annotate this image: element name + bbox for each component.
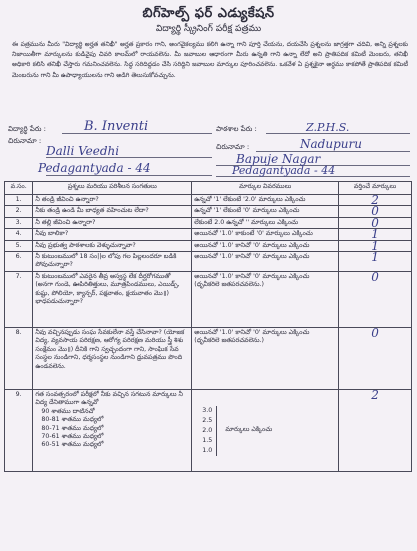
- row-marks-detail: అయినచో '1.0' కాకుంటే '0' మార్కులు ఎక్కించు: [192, 229, 339, 240]
- row-question: నీవు ప్రభుత్వ పాఠశాలకు వెళ్ళుచున్నావా?: [33, 240, 192, 251]
- row-question: నీ తల్లి జీవించి ఉన్నారా?: [33, 217, 192, 228]
- row-marks-detail: ఉన్నచో '1' లేకుంటే '0' మార్కులు ఎక్కించు: [192, 206, 339, 217]
- row-marks-detail: ఉన్నచో '1' లేకుంటే '2.0' మార్కులు ఎక్కించు: [192, 195, 339, 206]
- row-marks-detail: అయినచో '1.0' కానిచో '0' మార్కులు ఎక్కించు: [192, 240, 339, 251]
- grade-score: 2.5: [202, 416, 213, 424]
- row-marks-entry[interactable]: 0: [339, 217, 412, 228]
- grade-range: 90 శాతము దాటినచో: [41, 407, 95, 415]
- row-marks-entry[interactable]: 1: [339, 252, 412, 272]
- table-row: [5, 229, 412, 240]
- address-line-2-value[interactable]: Pedagantyada - 44: [38, 161, 151, 175]
- row-marks-detail: లేకుంటే 2.0 ఉన్నచో '' మార్కులు ఎక్కించు: [192, 217, 339, 228]
- row-question-grades: [33, 390, 192, 472]
- school-label: పాఠశాల పేరు :: [216, 125, 257, 133]
- grade-range: 80-81 శాతము మధ్యలో: [41, 416, 104, 424]
- row-marks-entry[interactable]: 0: [339, 206, 412, 217]
- row-question: నీ తండ్రి జీవించి ఉన్నారా?: [33, 195, 192, 206]
- row-marks-entry[interactable]: 0: [339, 328, 412, 390]
- grade-score: 2.0: [202, 426, 213, 434]
- table-row: [5, 195, 412, 206]
- row-marks-detail: అయినచో '1.0' కానిచో '0' మార్కులు ఎక్కించు: [192, 252, 339, 272]
- row-marks-entry[interactable]: 1: [339, 240, 412, 251]
- table-row: [5, 272, 412, 328]
- row-question: నీవు బాలికా?: [33, 229, 192, 240]
- row-marks-entry[interactable]: 2: [339, 390, 412, 472]
- row-marks-scale: [192, 390, 339, 472]
- row-question: గత సంవత్సరంలో పరీక్షలో నీకు వచ్చిన సగటున మార్కులు నీ విద్య దేనితాముగా ఉన్నవో: [35, 391, 183, 407]
- table-header-row: [5, 182, 412, 195]
- table-row: [5, 328, 412, 390]
- row-number: 8.: [5, 328, 33, 390]
- row-marks-detail: అయినచో '1.0' కానిచో '0' మార్కులు ఎక్కించు (ధృవీకరిలె జతపరచవలెను.): [192, 328, 339, 390]
- table-row: [5, 217, 412, 228]
- header-serial: వ.సం.: [5, 182, 33, 195]
- student-name-label: విద్యార్థి పేరు :: [8, 125, 46, 133]
- row-question: నీ కుటుంబములో ఎవరైన తీవ్ర అస్వస్థ లేక దీర్ఘరోగముతో (అనగా గుండె, ఊపిరితిత్తులు, మూత్రపిండములు, ఎయిడ్స్, కుష్టు, పోలియో, క్యాన్సర్, పక్షవాతం, క్షయవాతం మొ॥) భాధపడుచున్నారా?: [33, 272, 192, 328]
- row-marks-entry[interactable]: 1: [339, 229, 412, 240]
- row-marks-detail: అయినచో '1.0' కానిచో '0' మార్కులు ఎక్కించు (ధృవీకరిలె జతపరచవలెను.): [192, 272, 339, 328]
- row-number: 3.: [5, 217, 33, 228]
- form-title: బిగ్‌హెల్ప్ ఫర్ ఎడ్యుకేషన్: [142, 6, 275, 21]
- header-question: ప్రశ్నలు మరియు పరిశీలన సంగతులు: [33, 182, 192, 195]
- instructions-paragraph: ఈ పత్రమును మీరు "విద్యార్థి అర్హత తనిఖీ" అర్హత ప్రకారం గాని, అంగవైకల్యము కలిగి ఉన్నా గాని పూర్తి చేయను, దయచేసి ప్రశ్నలను జాగ్రత్తగా చదివి, అన్ని ప్రశ్నలకు నిజాయితీగా మార్కులను కుడివైపు చివరి కాలమ్‌లో రాయవలెను. మీ జవాబుల ఆధారంగా మీరు ఉన్నతి గాని ఉన్నా లేదో అని ప్రాతిపదిక కమిటీ మెంబరు, తనిఖీ అధికారి కలిసి తనిఖీ చేస్తారు గమనించవలెను. సిద్ధ సరిదిద్దడం చేసి సరిద్దిని జవాబుల మార్కుల పూరించవలెను. ఒకవేళ ఏ ప్రశ్నకైనా అర్థము కాకపోతే ప్రాతిపదిక కమిటీ మెంబరును గాని మీ ఉపాధ్యాయులను గాని అడిగి తెలుసుకోవచ్చును.: [12, 41, 408, 79]
- questionnaire-table: [4, 181, 412, 472]
- table-row: [5, 240, 412, 251]
- grade-range: 80-71 శాతము మధ్యలో: [41, 424, 104, 432]
- row-question: నీ కుటుంబములో 18 సం||ల లోపు గల పిల్లలందరూ బడికి పోవుచున్నారా?: [33, 252, 192, 272]
- row-marks-detail: మార్కులు ఎక్కించు: [225, 426, 273, 434]
- grade-score: 1.0: [202, 446, 213, 454]
- row-marks-entry[interactable]: 0: [339, 272, 412, 328]
- address3-line-2-value[interactable]: Pedagantyada - 44: [232, 164, 336, 177]
- grade-score: 3.0: [202, 406, 213, 414]
- row-marks-entry[interactable]: 2: [339, 195, 412, 206]
- address2-label: చిరునామా :: [216, 143, 250, 151]
- school-value[interactable]: Z.P.H.S.: [306, 121, 350, 134]
- address-label: చిరునామా :: [8, 137, 42, 145]
- student-name-value[interactable]: B. Inventi: [84, 119, 149, 134]
- grade-range: 60-51 శాతము మధ్యలో: [41, 441, 104, 449]
- form-subtitle: విద్యార్థి స్క్రీనింగ్ పరీక్ష పత్రము: [155, 24, 262, 34]
- row-number: 6.: [5, 252, 33, 272]
- table-row: [5, 206, 412, 217]
- row-question: నీవు వచ్చినప్పుడు సంఘ సేవకులేనా వస్తే చేసినావా? (యోజక విద్య, వ్యవసాయ పరిరక్షణ, ఆరోగ్య పరిరక్షణ మరియు స్త్రీ శిశు సంక్షేమం మొ॥) దీనికి గాని స్వచ్ఛందంగా గాని, సాంఘిక సేవ సంస్థల నుండిగాని, ధర్మసంస్థల నుండిగాని ధ్రువపత్రము పొంది ఉండవలెను.: [33, 328, 192, 390]
- row-question: నీకు తండ్రి ఉండి మీ బాధ్యత వహించుట లేదా?: [33, 206, 192, 217]
- table-row: [5, 252, 412, 272]
- row-number: 9.: [5, 390, 33, 472]
- header-applicable-marks: వర్తించే మార్కులు: [339, 182, 412, 195]
- grade-score: 1.5: [202, 436, 213, 444]
- header-marks-detail: మార్కుల వివరములు: [192, 182, 339, 195]
- address-line-2: [46, 175, 212, 176]
- grade-range: 70-61 శాతము మధ్యలో: [41, 433, 104, 441]
- row-number: 1.: [5, 195, 33, 206]
- address-line-1-value[interactable]: Dalli Veedhi: [46, 144, 120, 158]
- row-number: 2.: [5, 206, 33, 217]
- address3-line-1-value[interactable]: Bapuje Nagar: [236, 152, 321, 166]
- row-number: 4.: [5, 229, 33, 240]
- grade-score-scale: [202, 406, 217, 456]
- row-number: 7.: [5, 272, 33, 328]
- table-row: [5, 390, 412, 472]
- row-number: 5.: [5, 240, 33, 251]
- address2-value[interactable]: Nadupuru: [300, 137, 362, 151]
